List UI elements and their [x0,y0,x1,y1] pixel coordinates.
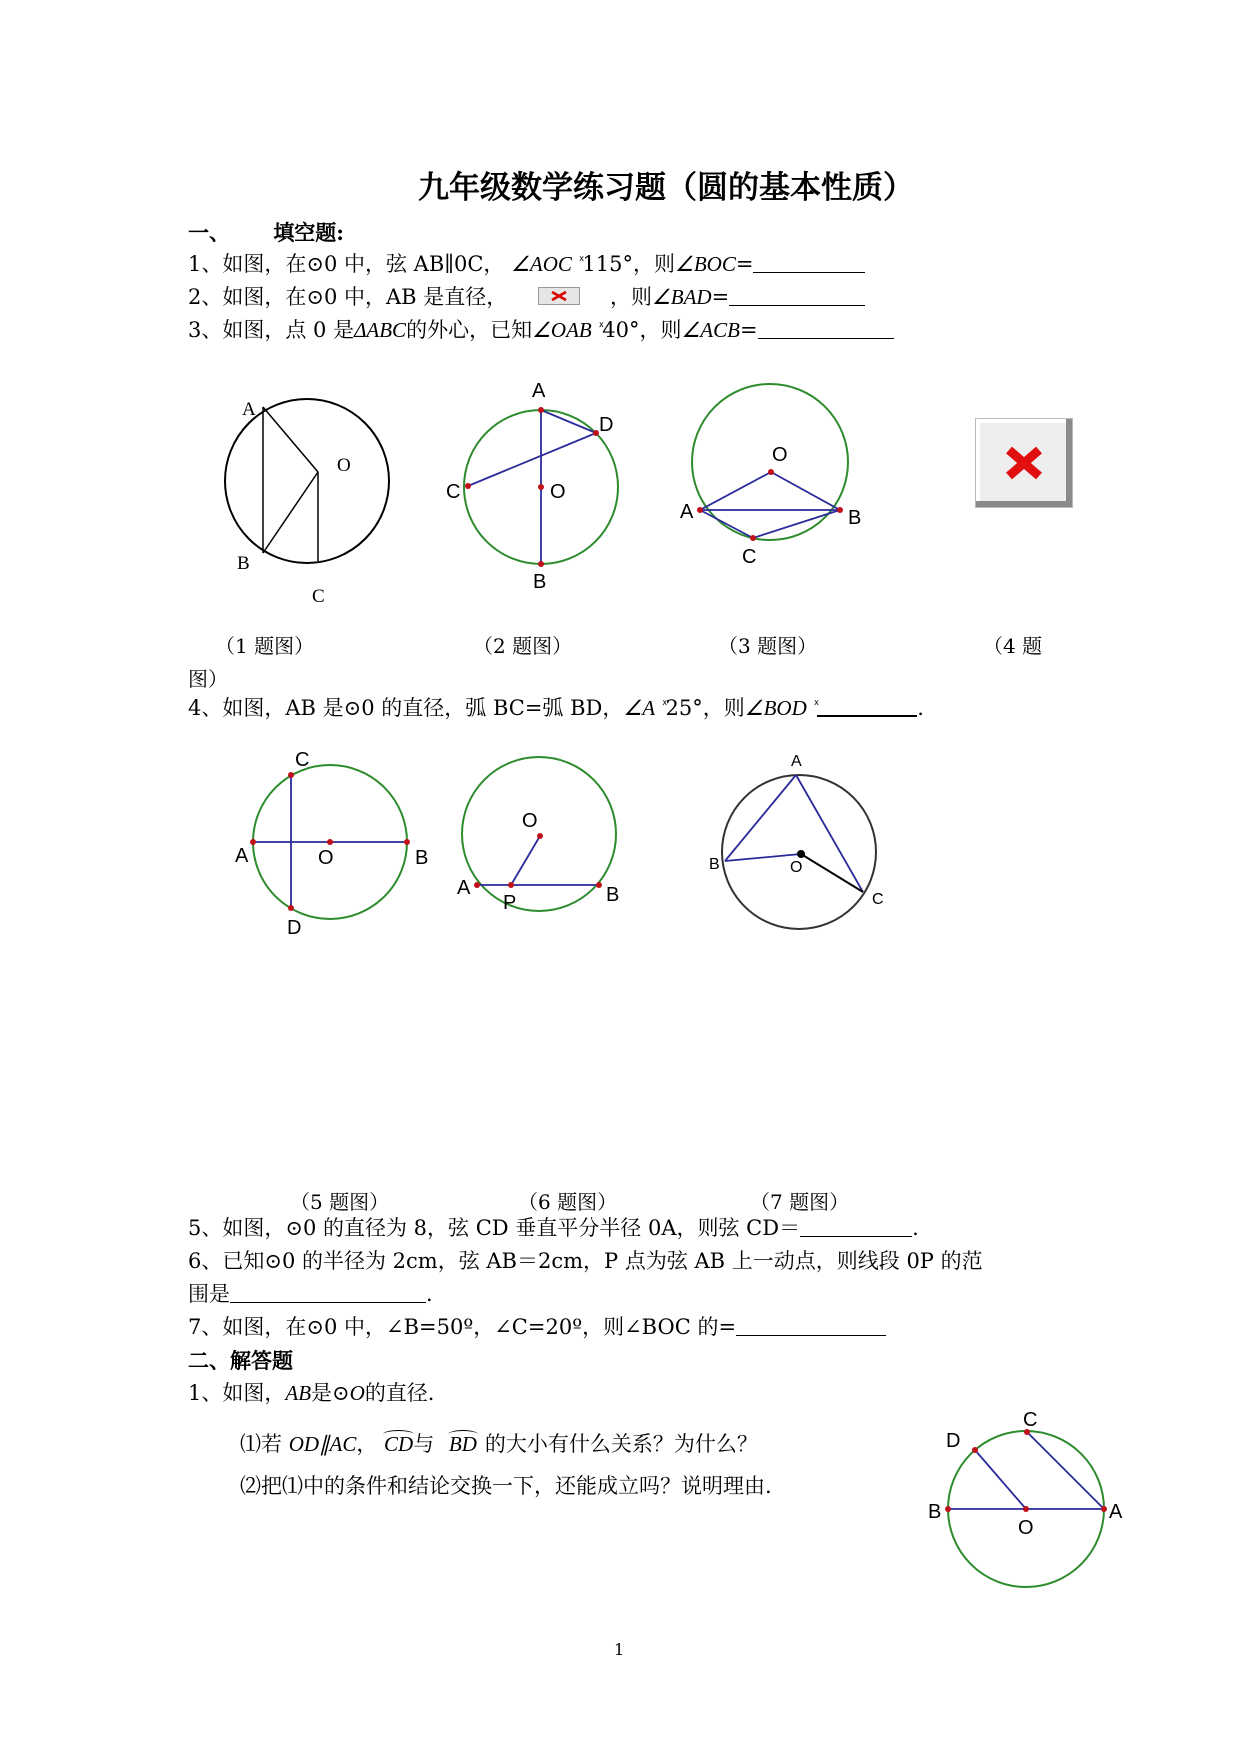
s2q1-1-od: OD∥AC [288,1432,357,1456]
caption-fig4-wrap: 图） [188,667,228,691]
figure-5 [235,740,435,940]
fig7-label-b: B [709,856,720,873]
fig6-point-b [596,882,602,888]
fig3-circle [692,384,848,540]
section1-label: 填空题: [273,220,345,245]
figure-3 [678,380,888,580]
fig5-point-o [327,839,333,845]
fig2-point-a [538,407,544,413]
question-7 [188,1317,886,1338]
fig7-label-a: A [791,753,802,770]
fig8-point-b [945,1506,951,1512]
q4-value: 25°，则 [665,696,745,720]
fig2-point-o [538,484,544,490]
q4-symbol-2: ᕽ [813,698,818,712]
fig1-label-c: C [312,586,325,607]
q4-angle: ∠A [623,696,656,720]
q5-text: 5、如图，⊙0 的直径为 8，弦 CD 垂直平分半径 0A，则弦 CD＝ [188,1216,801,1240]
q7-text: 7、如图，在⊙0 中，∠B=50º，∠C=20º，则∠BOC 的= [188,1315,737,1339]
fig3-segment-ao [700,472,771,510]
fig8-point-o [1023,1506,1029,1512]
q4-end: . [917,696,924,720]
fig6-point-p [508,882,514,888]
q4-answer-blank[interactable] [817,697,917,717]
fig2-label-a: A [532,380,546,402]
fig6-label-o: O [522,810,538,832]
fig7-point-o [797,850,805,858]
q1-ask: ∠BOC [675,252,736,276]
fig8-segment-od [975,1450,1026,1509]
question-6-line1: 6、已知⊙0 的半径为 2cm，弦 AB＝2cm，P 点为弦 AB 上一动点，则线段 0P 的范 [188,1249,983,1273]
q2-ask: ∠BAD [651,285,712,309]
broken-image-icon [975,418,1073,508]
caption-fig7: （7 题图） [750,1190,850,1214]
figure-8 [925,1405,1135,1605]
fig5-label-c: C [295,749,310,771]
s2-question-1-part1 [240,1434,758,1455]
fig6-segment-op [511,836,540,885]
q6-end: . [426,1282,433,1306]
s2q1-1-post: 的大小有什么关系？为什么？ [484,1432,758,1456]
s2q1-1-comma: ， [356,1432,378,1456]
figure-7 [705,750,915,940]
fig7-label-o: O [790,859,803,876]
q5-end: . [912,1216,919,1240]
q3-triangle: ΔABC [354,318,407,342]
fig2-label-d: D [599,414,614,436]
fig3-point-c [750,535,756,541]
q1-angle: ∠AOC [511,252,572,276]
fig1-label-b: B [237,553,250,574]
caption-fig2: （2 题图） [473,634,573,658]
fig8-segment-ac [1027,1432,1104,1509]
section1-number: 一、 [188,220,230,245]
q6-line2-text: 围是 [188,1282,230,1306]
s2q1-post: 是⊙ [311,1381,350,1405]
q5-answer-blank[interactable] [800,1218,912,1237]
q3-value: 40°，则 [602,318,682,342]
question-6-line2 [188,1284,433,1305]
fig5-point-c [288,772,294,778]
s2q1-1-prefix: ⑴若 [240,1432,282,1456]
fig2-chord-ad [541,410,596,433]
fig2-label-c: C [446,481,461,503]
fig6-label-b: B [606,884,620,906]
fig8-label-o: O [1018,1517,1034,1539]
q1-answer-blank[interactable] [753,254,865,273]
q3-answer-blank[interactable] [758,320,894,339]
broken-image-small-icon [538,287,580,305]
s2q1-1-arc-cd: CD [384,1432,414,1456]
fig7-segment-ac [796,775,863,892]
q4-ask: ∠BOD [744,696,807,720]
fig8-label-b: B [928,1501,942,1523]
question-5 [188,1218,919,1239]
caption-fig1: （1 题图） [215,634,315,658]
q3-ask: ∠ACB [681,318,740,342]
s2q1-o: O [349,1381,365,1405]
s2q1-prefix: 1、如图， [188,1381,286,1405]
fig3-segment-ac [700,510,753,538]
fig3-segment-ob [771,472,840,510]
q1-symbol: ᕽ [578,254,583,268]
q3-angle: ∠OAB [532,318,592,342]
fig8-point-d [972,1447,978,1453]
q1-eq: = [735,252,754,276]
q1-value: 115°，则 [582,252,676,276]
fig8-label-d: D [946,1430,961,1452]
q2-answer-blank[interactable] [729,287,865,306]
fig3-label-b: B [848,507,862,529]
question-1 [188,254,865,275]
q3-eq: = [739,318,758,342]
fig3-point-a [697,507,703,513]
fig2-point-b [538,561,544,567]
caption-fig5: （5 题图） [290,1190,390,1214]
fig3-point-b [837,507,843,513]
fig2-label-b: B [533,571,547,593]
fig6-point-o [537,833,543,839]
fig1-label-a: A [242,399,256,420]
fig8-point-a [1101,1506,1107,1512]
q1-prefix: 1、如图，在⊙0 中，弦 AB∥0C， [188,252,505,276]
fig5-label-a: A [235,845,249,867]
s2-question-1 [188,1383,435,1404]
section1-heading [188,222,344,243]
q3-prefix: 3、如图，点 0 是 [188,318,355,342]
fig5-point-d [288,905,294,911]
q6-answer-blank[interactable] [230,1284,426,1303]
page-title: 九年级数学练习题（圆的基本性质） [418,170,914,206]
figure-6 [455,750,645,940]
fig1-label-o: O [337,455,351,476]
fig5-label-b: B [415,847,429,869]
s2q1-end: 的直径. [364,1381,435,1405]
figure-1 [215,385,405,615]
fig6-point-a [474,882,480,888]
fig7-label-c: C [872,891,884,908]
fig3-label-a: A [680,501,694,523]
fig7-segment-ab [725,775,796,861]
q3-symbol: ᕽ [598,320,603,334]
q2-eq: = [711,285,730,309]
q2-mid: ，则 [609,285,652,309]
fig2-label-o: O [550,481,566,503]
question-2 [188,287,865,308]
s2-question-1-part2: ⑵把⑴中的条件和结论交换一下，还能成立吗？说明理由. [240,1474,772,1498]
fig3-label-c: C [742,546,757,568]
fig2-chord-cd [468,433,596,486]
question-3 [188,320,894,341]
section2-heading: 二、解答题 [188,1348,293,1373]
fig5-label-o: O [318,847,334,869]
s2q1-1-with: 与 [413,1432,435,1456]
fig3-segment-cb [753,510,840,538]
fig7-segment-oc [801,854,863,892]
page-number: 1 [614,1640,625,1659]
q3-mid: 的外心，已知 [406,318,533,342]
fig3-point-o [768,469,774,475]
figure-2 [438,375,638,605]
fig5-point-b [404,839,410,845]
caption-fig6: （6 题图） [518,1190,618,1214]
q2-prefix: 2、如图，在⊙0 中，AB 是直径， [188,285,508,309]
fig2-point-c [465,483,471,489]
fig5-label-d: D [287,917,302,939]
s2q1-1-arc-bd: BD [448,1432,477,1456]
q4-symbol: ᕽ [661,698,666,712]
question-4 [188,697,924,719]
fig1-segment-ao [263,407,318,472]
fig1-segment-ob [263,472,318,553]
fig6-label-a: A [457,877,471,899]
fig8-label-a: A [1109,1501,1123,1523]
fig3-label-o: O [772,444,788,466]
caption-fig4: （4 题 [983,634,1043,658]
fig5-point-a [250,839,256,845]
fig6-label-p: P [503,892,517,914]
fig8-label-c: C [1023,1409,1038,1431]
caption-fig3: （3 题图） [718,634,818,658]
fig1-circle [225,399,389,563]
q7-answer-blank[interactable] [736,1317,886,1336]
s2q1-ab: AB [285,1381,312,1405]
q4-prefix: 4、如图，AB 是⊙0 的直径，弧 BC=弧 BD， [188,696,624,720]
